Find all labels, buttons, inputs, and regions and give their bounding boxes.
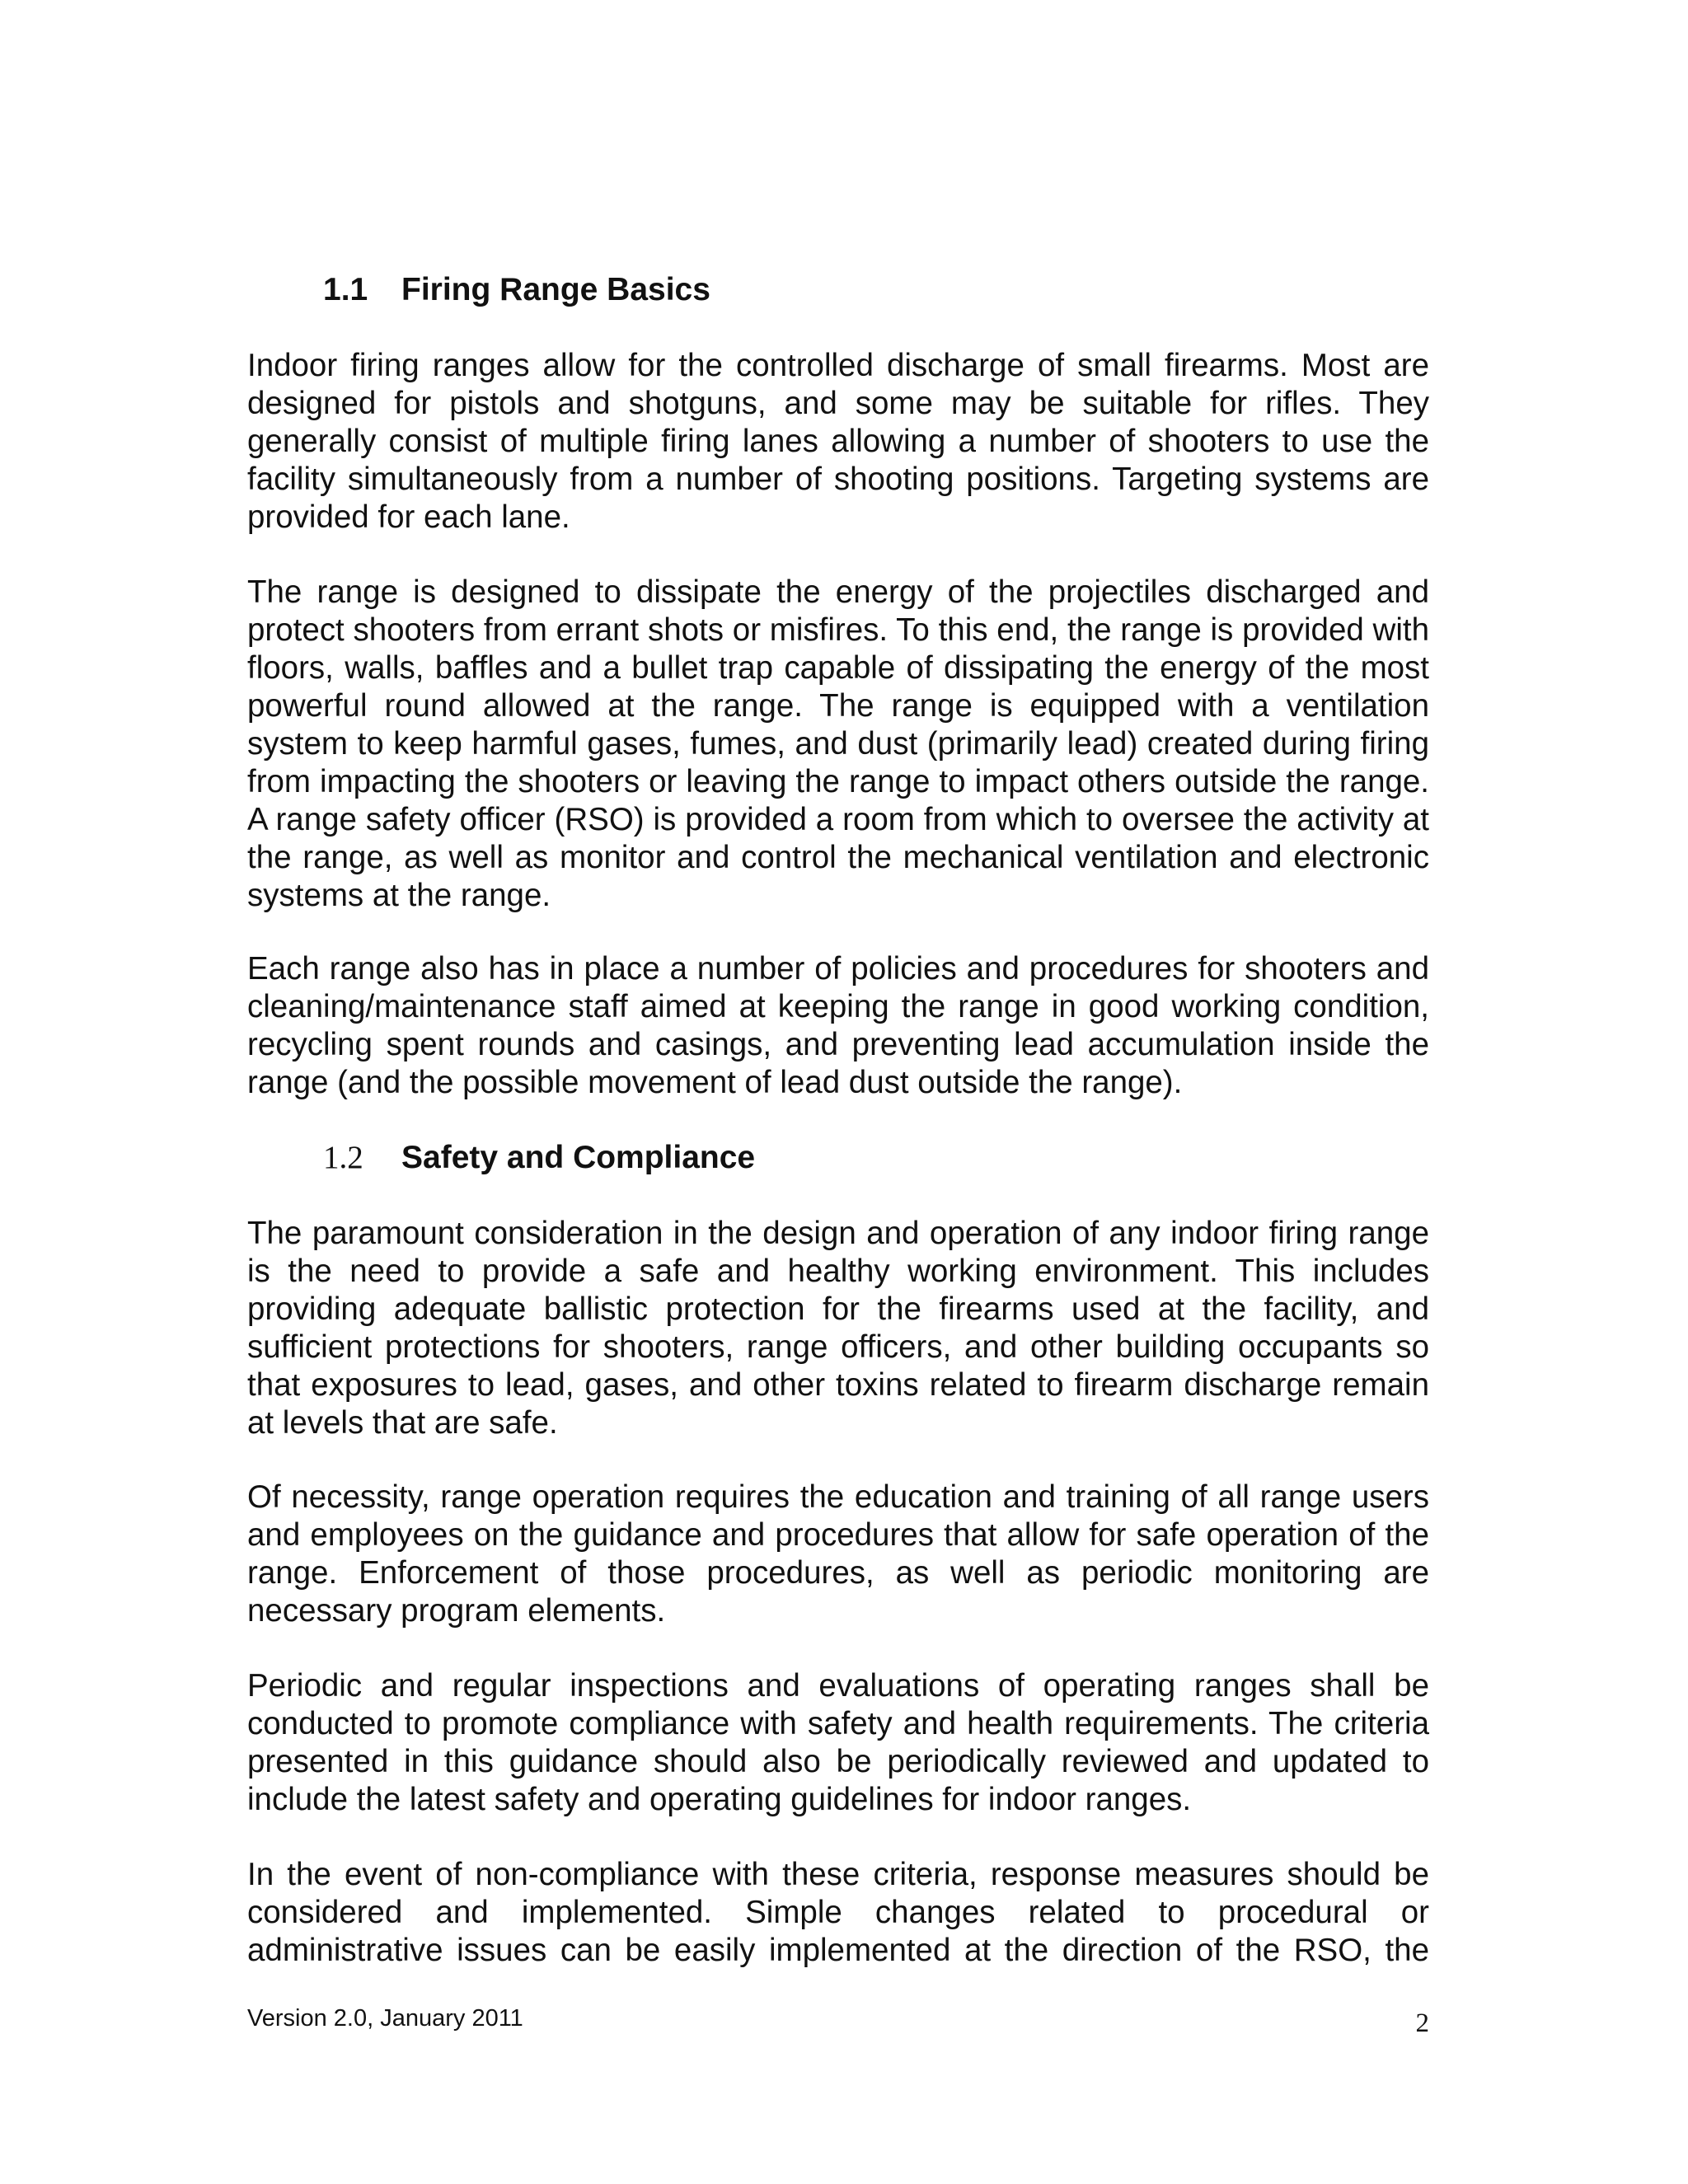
paragraph: Periodic and regular inspections and evaluations of operating ranges shall be conducted to promote compliance with safety and health requirements. The criteria presented in this guidance should also be periodically reviewed and updated to include the latest safety and operating guidelines for indoor ranges. xyxy=(247,1668,1429,1817)
section-heading-1-2 xyxy=(323,1139,755,1177)
paragraph: Of necessity, range operation requires the education and training of all range users and employees on the guidance and procedures that allow for safe operation of the range. Enforcement of those procedures, as well as periodic monitoring are necessary program elements. xyxy=(247,1479,1429,1629)
section-number: 1.1 xyxy=(323,272,368,307)
footer-version: Version 2.0, January 2011 xyxy=(247,2005,523,2032)
paragraph: In the event of non-compliance with these criteria, response measures should be considered and implemented. Simple changes related to procedural or administrative issues can be easily implemented at the direction of the RSO, the xyxy=(247,1857,1429,1968)
section-title: Firing Range Basics xyxy=(401,272,710,307)
section-title: Safety and Compliance xyxy=(401,1140,756,1175)
paragraph: The paramount consideration in the design and operation of any indoor firing range is the need to provide a safe and healthy working environment. This includes providing adequate ballistic protection for the firearms used at the facility, and sufficient protections for shooters, range officers, and other building occupants so that exposures to lead, gases, and other toxins related to firearm discharge remain at levels that are safe. xyxy=(247,1216,1429,1441)
page-number: 2 xyxy=(1415,2008,1429,2038)
paragraph: The range is designed to dissipate the energy of the projectiles discharged and protect shooters from errant shots or misfires. To this end, the range is provided with floors, walls, baffles and a bullet trap capable of dissipating the energy of the most powerful round allowed at the range. The range is equipped with a ventilation system to keep harmful gases, fumes, and dust (primarily lead) created during firing from impacting the shooters or leaving the range to impact others outside the range. A range safety officer (RSO) is provided a room from which to oversee the activity at the range, as well as monitor and control the mechanical ventilation and electronic systems at the range. xyxy=(247,574,1429,913)
section-number: 1.2 xyxy=(323,1140,363,1175)
paragraph: Each range also has in place a number of policies and procedures for shooters and cleaning/maintenance staff aimed at keeping the range in good working condition, recycling spent rounds and casings, and preventing lead accumulation inside the range (and the possible movement of lead dust outside the range). xyxy=(247,951,1429,1100)
section-heading-1-1 xyxy=(323,271,710,309)
paragraph: Indoor firing ranges allow for the controlled discharge of small firearms. Most are designed for pistols and shotguns, and some may be suitable for rifles. They generally consist of multiple firing lanes allowing a number of shooters to use the facility simultaneously from a number of shooting positions. Targeting systems are provided for each lane. xyxy=(247,348,1429,535)
